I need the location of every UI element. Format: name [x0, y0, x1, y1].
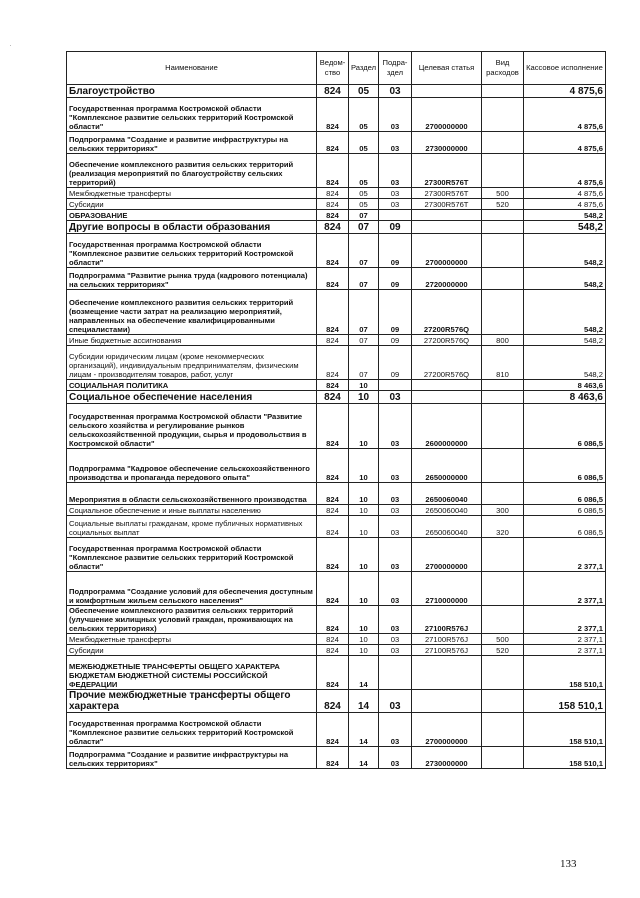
row-podrazdel: 03 [379, 199, 412, 210]
row-vedomstvo: 824 [317, 210, 349, 221]
row-vedomstvo: 824 [317, 234, 349, 268]
row-vedomstvo: 824 [317, 483, 349, 505]
table-row [67, 154, 606, 188]
row-name: Социальные выплаты гражданам, кроме публичных нормативных социальных выплат [67, 516, 317, 538]
row-target-article [412, 380, 482, 391]
row-name: Подпрограмма "Создание условий для обеспечения доступным и комфортным жильем сельского населения" [67, 572, 317, 606]
row-vedomstvo: 824 [317, 98, 349, 132]
table-row [67, 290, 606, 335]
row-name: Подпрограмма "Кадровое обеспечение сельскохозяйственного производства и пропаганда передового опыта" [67, 449, 317, 483]
row-expense-type: 300 [482, 505, 524, 516]
row-target-article [412, 85, 482, 98]
row-razdel: 14 [349, 656, 379, 690]
row-podrazdel: 03 [379, 747, 412, 769]
row-expense-type [482, 690, 524, 713]
row-expense-type [482, 234, 524, 268]
row-cash-execution: 4 875,6 [524, 85, 606, 98]
row-target-article: 27100R576J [412, 634, 482, 645]
row-expense-type: 520 [482, 645, 524, 656]
row-cash-execution: 2 377,1 [524, 634, 606, 645]
row-cash-execution: 6 086,5 [524, 404, 606, 449]
row-vedomstvo: 824 [317, 634, 349, 645]
row-razdel: 05 [349, 154, 379, 188]
row-razdel: 07 [349, 290, 379, 335]
row-name: Подпрограмма "Развитие рынка труда (кадрового потенциала) на сельских территориях" [67, 268, 317, 290]
page-number: 133 [560, 858, 577, 870]
table-row [67, 747, 606, 769]
row-cash-execution: 4 875,6 [524, 154, 606, 188]
row-expense-type [482, 572, 524, 606]
row-razdel: 05 [349, 98, 379, 132]
row-target-article: 2710000000 [412, 572, 482, 606]
row-target-article: 27100R576J [412, 645, 482, 656]
row-cash-execution: 158 510,1 [524, 656, 606, 690]
table-row [67, 188, 606, 199]
row-target-article [412, 221, 482, 234]
row-razdel: 05 [349, 188, 379, 199]
row-razdel: 10 [349, 572, 379, 606]
row-name: Благоустройство [67, 85, 317, 98]
row-cash-execution: 2 377,1 [524, 572, 606, 606]
row-expense-type [482, 606, 524, 634]
row-target-article: 2600000000 [412, 404, 482, 449]
row-target-article: 2720000000 [412, 268, 482, 290]
row-vedomstvo: 824 [317, 747, 349, 769]
row-vedomstvo: 824 [317, 346, 349, 380]
row-vedomstvo: 824 [317, 449, 349, 483]
row-razdel: 07 [349, 221, 379, 234]
row-podrazdel: 03 [379, 690, 412, 713]
row-expense-type: 320 [482, 516, 524, 538]
row-razdel: 10 [349, 391, 379, 404]
row-vedomstvo: 824 [317, 538, 349, 572]
row-vedomstvo: 824 [317, 516, 349, 538]
table-row [67, 483, 606, 505]
row-podrazdel: 03 [379, 154, 412, 188]
row-expense-type [482, 85, 524, 98]
header-expense-type: Вид расходов [482, 52, 524, 85]
table-row [67, 505, 606, 516]
row-razdel: 07 [349, 234, 379, 268]
row-target-article: 27300R576T [412, 154, 482, 188]
row-target-article [412, 656, 482, 690]
row-vedomstvo: 824 [317, 199, 349, 210]
row-razdel: 07 [349, 268, 379, 290]
table-row [67, 380, 606, 391]
row-vedomstvo: 824 [317, 85, 349, 98]
row-target-article: 2730000000 [412, 747, 482, 769]
budget-table [66, 51, 606, 769]
row-expense-type [482, 98, 524, 132]
row-name: СОЦИАЛЬНАЯ ПОЛИТИКА [67, 380, 317, 391]
row-target-article [412, 210, 482, 221]
row-expense-type [482, 404, 524, 449]
row-target-article: 27200R576Q [412, 290, 482, 335]
row-cash-execution: 548,2 [524, 346, 606, 380]
row-podrazdel: 09 [379, 234, 412, 268]
row-cash-execution: 548,2 [524, 290, 606, 335]
row-name: Подпрограмма "Создание и развитие инфраструктуры на сельских территориях" [67, 747, 317, 769]
row-podrazdel: 09 [379, 335, 412, 346]
row-target-article: 2700000000 [412, 98, 482, 132]
row-cash-execution: 2 377,1 [524, 606, 606, 634]
row-target-article: 2700000000 [412, 234, 482, 268]
row-podrazdel: 03 [379, 516, 412, 538]
row-razdel: 10 [349, 404, 379, 449]
row-razdel: 10 [349, 606, 379, 634]
row-expense-type [482, 747, 524, 769]
row-name: Обеспечение комплексного развития сельских территорий (возмещение части затрат на реализацию мероприятий, направленных на обеспечение квалифицированными специалистами) [67, 290, 317, 335]
row-podrazdel [379, 380, 412, 391]
row-name: Государственная программа Костромской области "Комплексное развитие сельских территорий Костромской области" [67, 234, 317, 268]
table-row [67, 404, 606, 449]
header-target-article: Целевая статья [412, 52, 482, 85]
row-cash-execution: 548,2 [524, 268, 606, 290]
row-razdel: 07 [349, 335, 379, 346]
row-vedomstvo: 824 [317, 645, 349, 656]
row-expense-type [482, 449, 524, 483]
row-name: Субсидии [67, 645, 317, 656]
scan-mark [10, 45, 11, 46]
table-row [67, 335, 606, 346]
header-vedomstvo: Ведом-ство [317, 52, 349, 85]
row-name: Государственная программа Костромской области "Развитие сельского хозяйства и регулирование рынков сельскохозяйственной продукции, сырья и продовольствия в Костромской области" [67, 404, 317, 449]
row-razdel: 10 [349, 645, 379, 656]
row-razdel: 14 [349, 713, 379, 747]
row-cash-execution: 4 875,6 [524, 98, 606, 132]
row-name: Другие вопросы в области образования [67, 221, 317, 234]
table-row [67, 234, 606, 268]
row-podrazdel: 03 [379, 132, 412, 154]
table-body [67, 85, 606, 769]
row-podrazdel: 03 [379, 449, 412, 483]
row-expense-type [482, 656, 524, 690]
row-expense-type: 500 [482, 634, 524, 645]
row-podrazdel: 03 [379, 634, 412, 645]
row-podrazdel: 09 [379, 290, 412, 335]
row-name: Государственная программа Костромской области "Комплексное развитие сельских территорий Костромской области" [67, 713, 317, 747]
row-podrazdel: 03 [379, 606, 412, 634]
row-expense-type [482, 221, 524, 234]
row-name: ОБРАЗОВАНИЕ [67, 210, 317, 221]
table-row [67, 98, 606, 132]
table-row [67, 645, 606, 656]
table-row [67, 210, 606, 221]
header-name: Наименование [67, 52, 317, 85]
row-vedomstvo: 824 [317, 404, 349, 449]
row-expense-type [482, 380, 524, 391]
row-name: МЕЖБЮДЖЕТНЫЕ ТРАНСФЕРТЫ ОБЩЕГО ХАРАКТЕРА БЮДЖЕТАМ БЮДЖЕТНОЙ СИСТЕМЫ РОССИЙСКОЙ ФЕДЕРАЦИИ [67, 656, 317, 690]
row-expense-type [482, 154, 524, 188]
row-cash-execution: 548,2 [524, 221, 606, 234]
table-row [67, 132, 606, 154]
row-vedomstvo: 824 [317, 656, 349, 690]
row-target-article: 27200R576Q [412, 335, 482, 346]
row-podrazdel: 09 [379, 221, 412, 234]
row-name: Субсидии [67, 199, 317, 210]
row-podrazdel [379, 210, 412, 221]
row-name: Обеспечение комплексного развития сельских территорий (улучшение жилищных условий граждан, проживающих на сельских территориях) [67, 606, 317, 634]
row-cash-execution: 548,2 [524, 210, 606, 221]
row-expense-type [482, 210, 524, 221]
row-expense-type [482, 290, 524, 335]
row-name: Субсидии юридическим лицам (кроме некоммерческих организаций), индивидуальным предпринимателям, физическим лицам - производителям товаров, работ, услуг [67, 346, 317, 380]
row-vedomstvo: 824 [317, 606, 349, 634]
row-target-article: 27300R576T [412, 199, 482, 210]
table-row [67, 268, 606, 290]
row-target-article: 2700000000 [412, 713, 482, 747]
row-expense-type [482, 391, 524, 404]
table-row [67, 391, 606, 404]
table-row [67, 606, 606, 634]
row-cash-execution: 6 086,5 [524, 505, 606, 516]
row-razdel: 10 [349, 505, 379, 516]
row-podrazdel: 03 [379, 188, 412, 199]
row-cash-execution: 6 086,5 [524, 483, 606, 505]
row-razdel: 05 [349, 85, 379, 98]
table-row [67, 634, 606, 645]
row-podrazdel [379, 656, 412, 690]
row-cash-execution: 548,2 [524, 234, 606, 268]
row-razdel: 10 [349, 380, 379, 391]
row-vedomstvo: 824 [317, 572, 349, 606]
row-cash-execution: 4 875,6 [524, 188, 606, 199]
row-cash-execution: 2 377,1 [524, 645, 606, 656]
table-row [67, 538, 606, 572]
header-cash-execution: Кассовое исполнение [524, 52, 606, 85]
row-vedomstvo: 824 [317, 380, 349, 391]
row-razdel: 14 [349, 690, 379, 713]
row-razdel: 05 [349, 199, 379, 210]
row-razdel: 10 [349, 538, 379, 572]
row-podrazdel: 03 [379, 483, 412, 505]
row-vedomstvo: 824 [317, 505, 349, 516]
row-vedomstvo: 824 [317, 268, 349, 290]
row-vedomstvo: 824 [317, 391, 349, 404]
row-vedomstvo: 824 [317, 290, 349, 335]
row-name: Социальное обеспечение населения [67, 391, 317, 404]
row-cash-execution: 4 875,6 [524, 132, 606, 154]
row-podrazdel: 03 [379, 98, 412, 132]
row-cash-execution: 2 377,1 [524, 538, 606, 572]
row-vedomstvo: 824 [317, 132, 349, 154]
table-row [67, 713, 606, 747]
row-expense-type: 810 [482, 346, 524, 380]
table-row [67, 199, 606, 210]
row-podrazdel: 03 [379, 85, 412, 98]
row-name: Обеспечение комплексного развития сельских территорий (реализация мероприятий по благоустройству сельских территорий) [67, 154, 317, 188]
row-cash-execution: 158 510,1 [524, 747, 606, 769]
row-podrazdel: 03 [379, 505, 412, 516]
table-row [67, 690, 606, 713]
row-target-article: 27300R576T [412, 188, 482, 199]
row-name: Подпрограмма "Создание и развитие инфраструктуры на сельских территориях" [67, 132, 317, 154]
table-row [67, 656, 606, 690]
row-razdel: 14 [349, 747, 379, 769]
row-podrazdel: 03 [379, 713, 412, 747]
row-razdel: 10 [349, 516, 379, 538]
row-cash-execution: 158 510,1 [524, 713, 606, 747]
row-razdel: 10 [349, 449, 379, 483]
row-name: Иные бюджетные ассигнования [67, 335, 317, 346]
row-target-article [412, 391, 482, 404]
row-vedomstvo: 824 [317, 221, 349, 234]
row-name: Государственная программа Костромской области "Комплексное развитие сельских территорий Костромской области" [67, 98, 317, 132]
row-target-article: 2650000000 [412, 449, 482, 483]
row-expense-type [482, 268, 524, 290]
table-row [67, 346, 606, 380]
row-cash-execution: 8 463,6 [524, 380, 606, 391]
row-podrazdel: 03 [379, 538, 412, 572]
row-target-article: 2650060040 [412, 505, 482, 516]
row-podrazdel: 03 [379, 572, 412, 606]
table-row [67, 221, 606, 234]
row-expense-type: 800 [482, 335, 524, 346]
row-podrazdel: 03 [379, 645, 412, 656]
row-cash-execution: 6 086,5 [524, 516, 606, 538]
row-cash-execution: 4 875,6 [524, 199, 606, 210]
row-cash-execution: 8 463,6 [524, 391, 606, 404]
row-expense-type: 500 [482, 188, 524, 199]
row-target-article: 27100R576J [412, 606, 482, 634]
table-row [67, 516, 606, 538]
row-razdel: 07 [349, 346, 379, 380]
row-target-article [412, 690, 482, 713]
row-cash-execution: 158 510,1 [524, 690, 606, 713]
row-vedomstvo: 824 [317, 154, 349, 188]
row-target-article: 2700000000 [412, 538, 482, 572]
row-expense-type [482, 713, 524, 747]
table-header-row [67, 52, 606, 85]
row-name: Межбюджетные трансферты [67, 188, 317, 199]
row-expense-type [482, 538, 524, 572]
row-razdel: 10 [349, 483, 379, 505]
row-podrazdel: 03 [379, 391, 412, 404]
row-target-article: 2650060040 [412, 483, 482, 505]
table-row [67, 572, 606, 606]
row-target-article: 27200R576Q [412, 346, 482, 380]
row-name: Прочие межбюджетные трансферты общего характера [67, 690, 317, 713]
table-row [67, 449, 606, 483]
row-name: Государственная программа Костромской области "Комплексное развитие сельских территорий Костромской области" [67, 538, 317, 572]
header-podrazdel: Подра-здел [379, 52, 412, 85]
header-razdel: Раздел [349, 52, 379, 85]
row-podrazdel: 09 [379, 346, 412, 380]
row-target-article: 2730000000 [412, 132, 482, 154]
row-name: Межбюджетные трансферты [67, 634, 317, 645]
row-razdel: 10 [349, 634, 379, 645]
row-vedomstvo: 824 [317, 188, 349, 199]
table-row [67, 85, 606, 98]
row-vedomstvo: 824 [317, 690, 349, 713]
row-expense-type [482, 483, 524, 505]
row-cash-execution: 548,2 [524, 335, 606, 346]
row-expense-type: 520 [482, 199, 524, 210]
row-expense-type [482, 132, 524, 154]
row-name: Мероприятия в области сельскохозяйственного производства [67, 483, 317, 505]
row-vedomstvo: 824 [317, 335, 349, 346]
row-cash-execution: 6 086,5 [524, 449, 606, 483]
row-podrazdel: 03 [379, 404, 412, 449]
row-vedomstvo: 824 [317, 713, 349, 747]
row-name: Социальное обеспечение и иные выплаты населению [67, 505, 317, 516]
row-razdel: 07 [349, 210, 379, 221]
row-podrazdel: 09 [379, 268, 412, 290]
row-razdel: 05 [349, 132, 379, 154]
row-target-article: 2650060040 [412, 516, 482, 538]
